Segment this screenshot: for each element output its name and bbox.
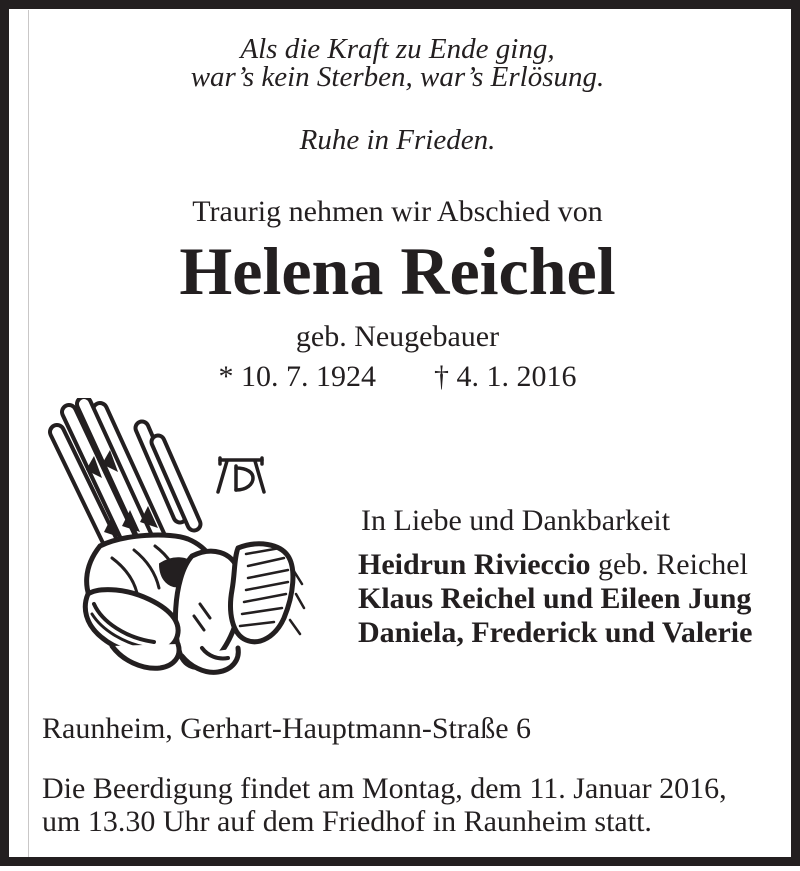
funeral-line-1: Die Beerdigung findet am Montag, dem 11. Januar 2016,: [42, 772, 727, 805]
funeral-line-2: um 13.30 Uhr auf dem Friedhof in Raunheim statt.: [42, 805, 652, 838]
farewell-intro: Traurig nehmen wir Abschied von: [192, 195, 603, 228]
maiden-name: geb. Neugebauer: [295, 320, 500, 353]
verse-line-1: Als die Kraft zu Ende ging,: [240, 33, 555, 65]
verse-line-3: Ruhe in Frieden.: [299, 124, 496, 156]
mourner-row: [358, 582, 752, 616]
death-date: † 4. 1. 2016: [434, 360, 577, 393]
mourner-row: [358, 616, 752, 650]
mourner-name: Klaus Reichel und Eileen Jung: [358, 582, 752, 615]
deceased-name: Helena Reichel: [179, 233, 616, 309]
condolence-lead: In Liebe und Dankbarkeit: [361, 504, 671, 537]
home-address-line: Raunheim, Gerhart-Hauptmann-Straße 6: [42, 712, 532, 745]
funeral-info: [42, 772, 727, 838]
mourner-name: Daniela, Frederick und Valerie: [358, 616, 753, 649]
mourner-name: Heidrun Rivieccio: [358, 548, 591, 581]
life-dates: [9, 360, 786, 394]
praying-hands-illustration: [42, 398, 307, 688]
birth-date: * 10. 7. 1924: [218, 360, 376, 393]
mourners-list: [358, 548, 752, 650]
memorial-verse: [9, 35, 786, 91]
mourner-row: [358, 548, 752, 582]
verse-line-2: war’s kein Sterben, war’s Erlösung.: [190, 61, 605, 93]
mourner-name-suffix: geb. Reichel: [597, 548, 748, 581]
durer-monogram-icon: [218, 458, 264, 492]
